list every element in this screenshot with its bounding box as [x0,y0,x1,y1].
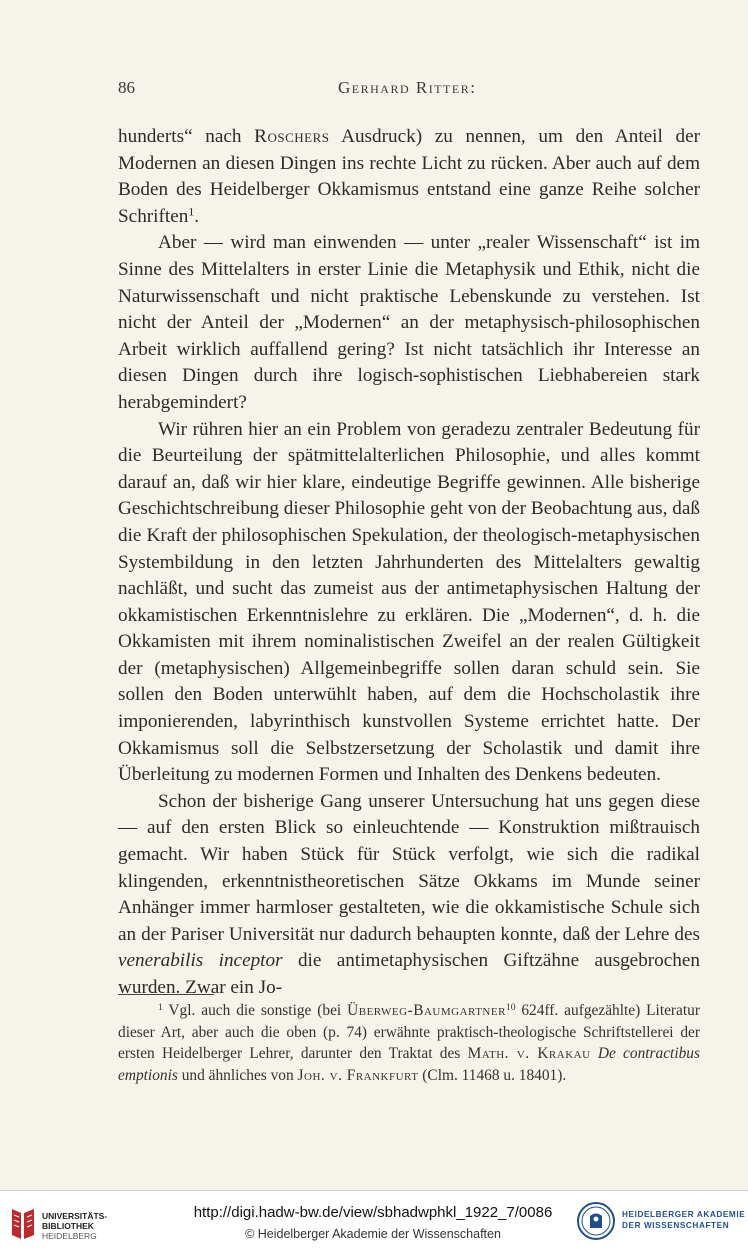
copyright-notice: © Heidelberger Akademie der Wissenschaften [245,1227,501,1241]
academy-name: HEIDELBERGER AKADEMIE DER WISSENSCHAFTEN [622,1210,746,1230]
footnote-ref: 1 [188,204,195,219]
paragraph-1: hunderts“ nach Roschers Ausdruck) zu nennen, um den Anteil der Modernen an diesen Dingen ins rechte Licht zu rücken. Aber auch auf dem Boden des Heidelberger Okkamismus entstand eine ganze Reihe solcher Schriften$^1$. [118,126,700,227]
footnote-marker: 1 [158,1001,163,1013]
paragraph-3: Wir rühren hier an ein Problem von geradezu zentraler Bedeutung für die Beurteilung der spätmittelalterlichen Philosophie, und alles kommt darauf an, daß wir hier klare, eindeutige Begriffe gewinnen. Alle bisherige Geschichtschreibung dieser Philosophie geht von der Beobachtung aus, daß die Kraft der philosophischen Spekulation, der theologisch-metaphysischen Systembildung in den letzten Jahrhunderten des Mittelalters gewaltig nachläßt, und sucht das zumeist aus der antimetaphysischen Haltung der okkamistischen Erkenntnislehre zu erklären. Die „Modernen“, d. h. die Okkamisten mit ihrem nominalistischen Zweifel an der realen Gültigkeit der (metaphysischen) Allgemeinbegriffe sollen daran schuld sein. Sie sollen den Boden unterwühlt haben, auf dem die Hochscholastik ihre imponierenden, labyrinthisch kunstvollen Systeme errichtet hatte. Der Okkamismus soll die Selbstzersetzung der Scholastik und damit ihre Überleitung zu modernen Formen und Inhalten des Denkens bedeuten. [118,418,700,786]
footnote: $^1$ Vgl. auch die sonstige (bei Überweg-Baumgartner$^{10}$ 624ff. aufgezählte) Literatur dieser Art, aber auch die oben (p. 74) erwähnte praktisch-theologische Schriftstellerei der ersten Heidelberger Lehrer, darunter den Traktat des Math. v. Krakau De contractibus emptionis und ähnliches von Joh. v. Frankfurt (Clm. 11468 u. 18401). [118,1001,700,1084]
permalink-url[interactable]: http://digi.hadw-bw.de/view/sbhadwphkl_1922_7/0086 [193,1204,553,1221]
digitization-footer [0,1190,748,1254]
paragraph-4: Schon der bisherige Gang unserer Untersuchung hat uns gegen diese — auf den ersten Blick so einleuchtende — Konstruktion mißtrauisch gemacht. Wir haben Stück für Stück verfolgt, wie sich die radikal klingenden, erkenntnistheoretischen Sätze Okkams im Munde seiner Anhänger immer harmloser gestalteten, wie die okkamistische Schule sich an der Pariser Universität nur dadurch behaupten konnte, daß der Lehre des venerabilis inceptor die antimetaphysischen Giftzähne ausgebrochen wurden. Zwar ein Jo- [118,790,700,998]
body-text [118,124,700,1002]
footnote-divider [118,994,214,995]
author-name: Roschers [254,126,330,147]
paragraph-2: Aber — wird man einwenden — unter „realer Wissenschaft“ ist im Sinne des Mittelalters in erster Linie die Metaphysik und Ethik, nicht die Naturwissenschaft und nicht praktische Lebenskunde zu verstehen. Ist nicht der Anteil der „Modernen“ an der metaphysisch-philosophischen Arbeit wirklich auffallend gering? Ist nicht tatsächlich ihr Interesse an diesen Dingen durch ihre logisch-sophistischen Liebhabereien stark herabgemindert? [118,232,700,413]
university-library-logo-icon[interactable] [8,1205,38,1241]
running-head: Gerhard Ritter: [338,78,477,97]
italic-phrase: venerabilis inceptor [118,950,283,972]
page-number: 86 [118,78,135,97]
university-library-name: UNIVERSITÄTS- BIBLIOTHEK HEIDELBERG [42,1211,108,1241]
page-header [118,78,700,102]
academy-seal-icon[interactable] [576,1201,616,1241]
